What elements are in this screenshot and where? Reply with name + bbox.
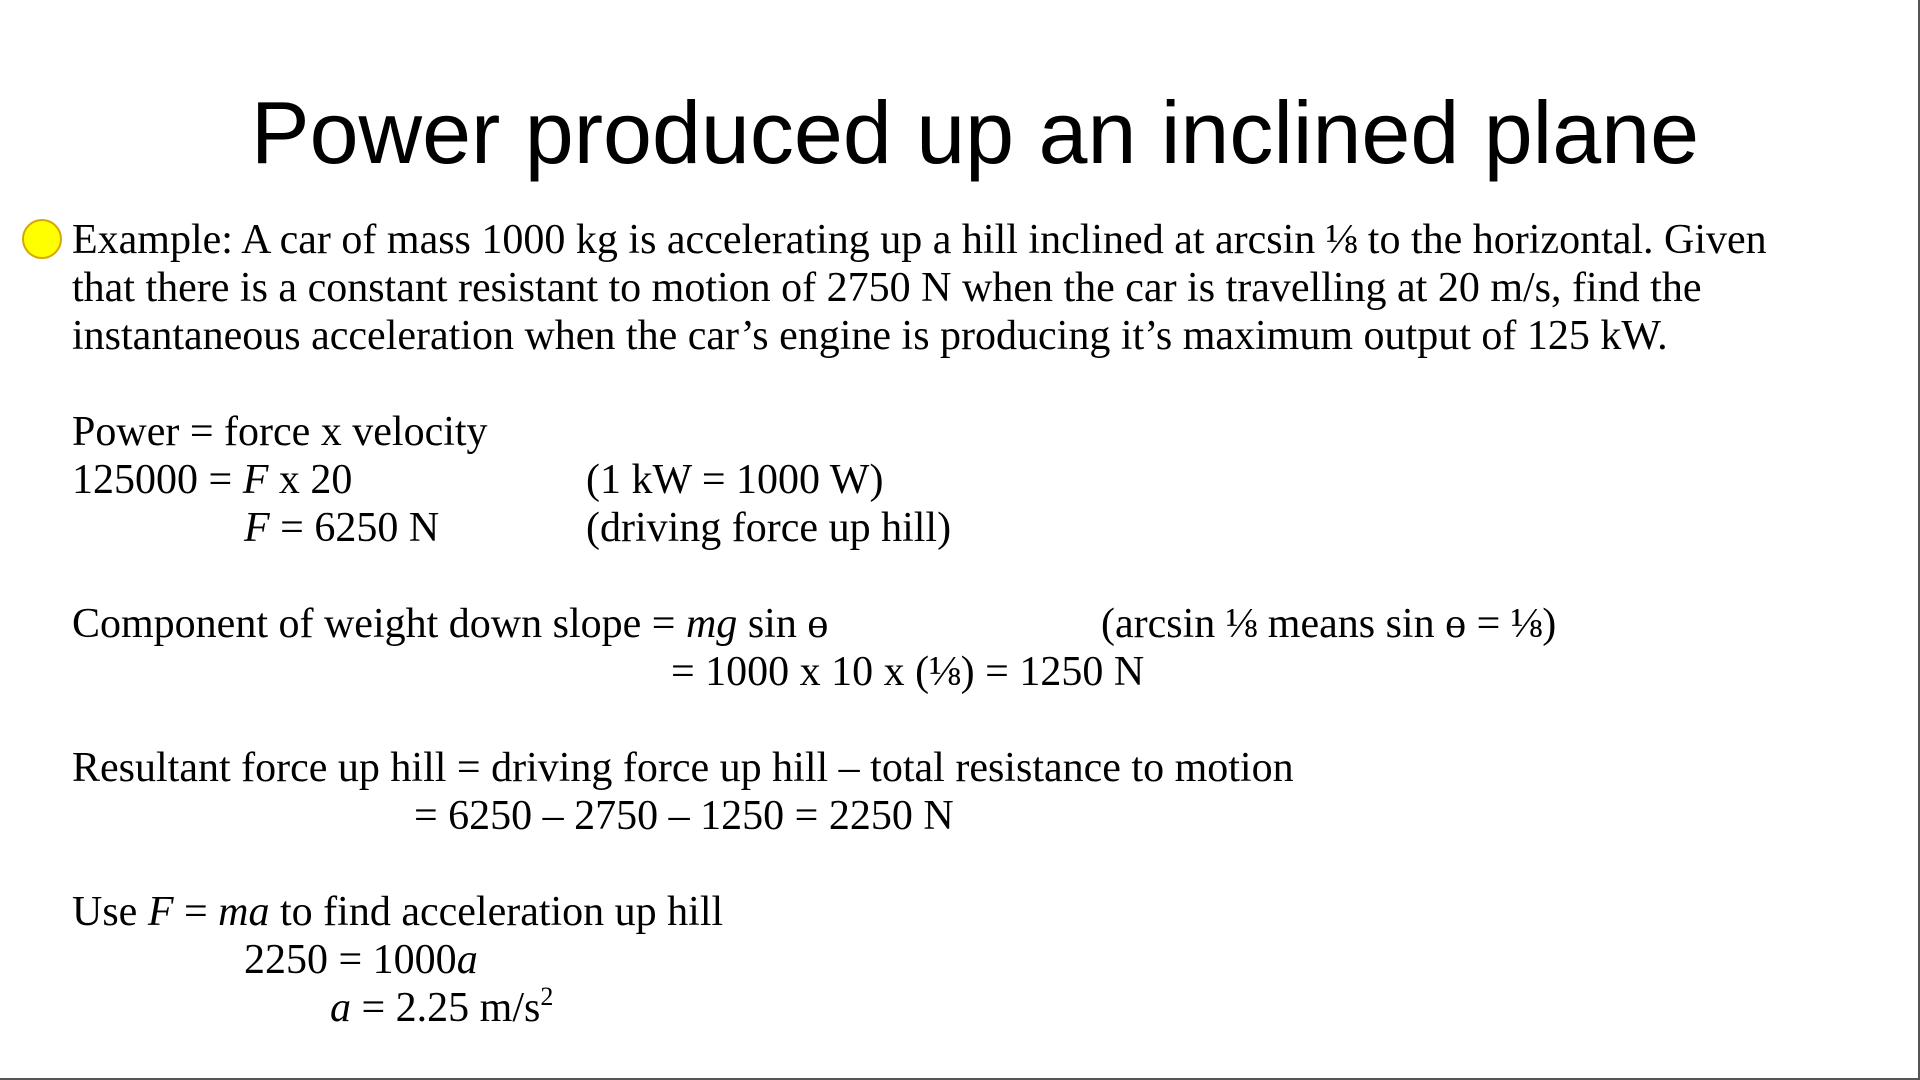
arcsin-note: (arcsin ⅛ means sin ɵ = ⅛) <box>1101 601 1557 647</box>
acceleration-equation-lhs: 2250 = 1000 <box>244 937 457 983</box>
acceleration-equation <box>244 936 478 984</box>
weight-component-result: = 1000 x 10 x (⅛) = 1250 N <box>671 649 1145 695</box>
ma-variable: ma <box>218 889 270 935</box>
driving-force-note: (driving force up hill) <box>586 505 952 551</box>
squared-superscript: 2 <box>540 982 554 1011</box>
driving-force-result <box>244 504 439 552</box>
example-line-1: Example: A car of mass 1000 kg is accelerating up a hill inclined at arcsin ⅛ to the horizontal. Given <box>72 217 1767 263</box>
newton-law-suffix: to find acceleration up hill <box>269 889 724 935</box>
example-line-2: that there is a constant resistant to motion of 2750 N when the car is travelling at 20 m/s, find the <box>72 265 1702 311</box>
force-variable: F <box>147 889 174 935</box>
unit-conversion-note: (1 kW = 1000 W) <box>586 457 884 503</box>
mg-variable: mg <box>685 601 738 647</box>
weight-component-line <box>72 600 828 648</box>
sin-theta: sin ɵ <box>737 601 829 647</box>
power-formula: Power = force x velocity <box>72 409 488 455</box>
acceleration-result <box>330 984 553 1037</box>
resultant-force-result: = 6250 – 2750 – 1250 = 2250 N <box>414 793 954 839</box>
power-equation-lhs: 125000 = <box>72 457 243 503</box>
driving-force-value: = 6250 N <box>269 505 440 551</box>
acceleration-value: = 2.25 m/s <box>351 985 541 1031</box>
power-equation <box>72 456 352 504</box>
bullet-marker <box>22 219 62 259</box>
slide-title: Power produced up an inclined plane <box>250 83 1700 182</box>
equals-sign: = <box>173 889 219 935</box>
weight-component-label: Component of weight down slope = <box>72 601 686 647</box>
example-line-3: instantaneous acceleration when the car’s engine is producing it’s maximum output of 125 kW. <box>72 313 1668 359</box>
newton-law-line <box>72 888 723 936</box>
acceleration-variable: a <box>330 985 351 1031</box>
use-label: Use <box>72 889 148 935</box>
force-variable: F <box>242 457 269 503</box>
resultant-force-definition: Resultant force up hill = driving force up hill – total resistance to motion <box>72 745 1294 791</box>
power-equation-rhs: x 20 <box>268 457 353 503</box>
acceleration-variable: a <box>456 937 478 983</box>
force-variable: F <box>244 505 270 551</box>
